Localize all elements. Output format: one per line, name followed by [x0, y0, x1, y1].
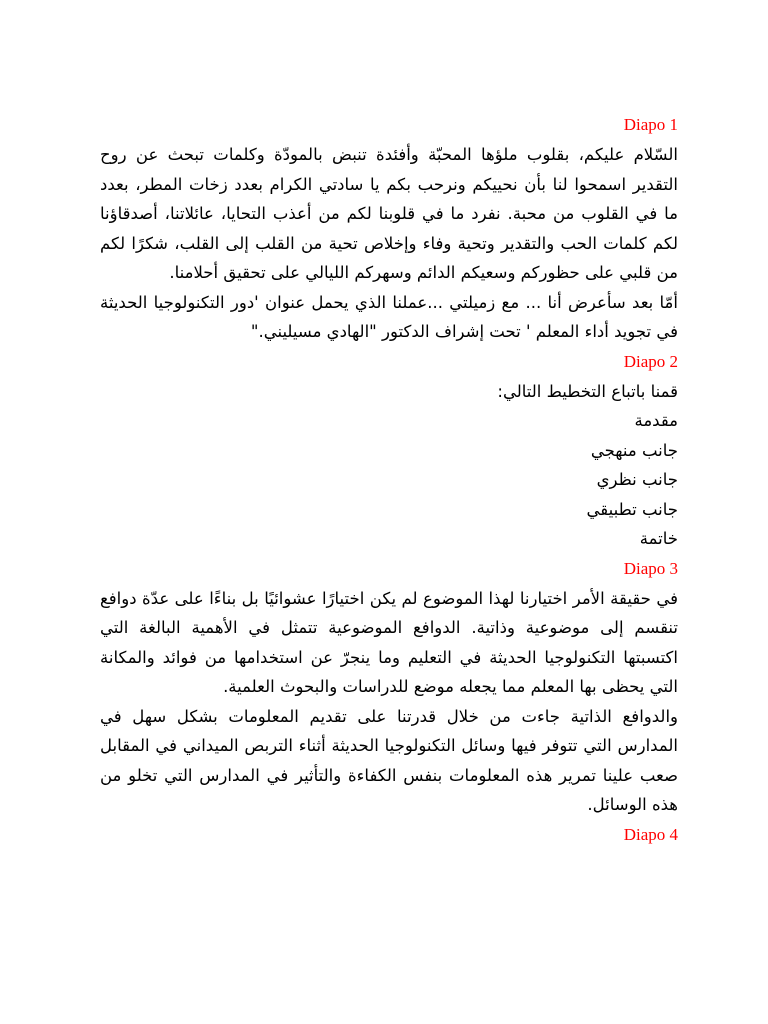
- plan-item-introduction: مقدمة: [634, 411, 678, 430]
- slide-heading-1: Diapo 1: [623, 115, 678, 134]
- plan-item-theory: جانب نظري: [596, 470, 678, 489]
- objective-motives-paragraph: في حقيقة الأمر اختيارنا لهذا الموضوع لم يكن اختيارًا عشوائيًا بل بناءًا على عدّة دوافع تنقسم إلى موضوعية وذاتية. الدوافع الموضوعية تتمثل في الأهمية البالغة التي اكتسبتها التكنولوجيا الحديثة في التعليم وما ينجرّ عن استخدامها من فوائد والمكانة التي يحظى بها المعلم مما يجعله موضع للدراسات والبحوث العلمية.: [100, 588, 678, 696]
- plan-item-practice: جانب تطبيقي: [586, 499, 678, 519]
- plan-intro: قمنا باتباع التخطيط التالي:: [497, 381, 678, 401]
- slide-heading-2: Diapo 2: [623, 351, 678, 371]
- slide-heading-4: Diapo 4: [623, 824, 678, 844]
- greeting-paragraph: السّلام عليكم، بقلوب ملؤها المحبّة وأفئدة تنبض بالمودّة وكلمات تبحث عن روح التقدير اسمحوا لنا بأن نحييكم ونرحب بكم يا سادتي الكرام بعدد زخات المطر، بعدد ما في القلوب من محبة. نفرد ما في قلوبنا لكم من أعذب التحايا، عائلاتنا، أصدقاؤنا لكم كلمات الحب والتقدير وتحية وفاء وإخلاص تحية من القلب إلى القلب، شكرًا لكم من قلبي على حظوركم وسعيكم الدائم وسهركم الليالي على تحقيق أحلامنا.: [100, 145, 678, 282]
- document-page: [100, 110, 678, 850]
- presentation-title-paragraph: أمّا بعد سأعرض أنا ... مع زميلتي ...عملنا الذي يحمل عنوان 'دور التكنولوجيا الحديثة في تجويد أداء المعلم ' تحت إشراف الدكتور "الهادي مسيليني.": [100, 292, 678, 341]
- slide-heading-3: Diapo 3: [623, 558, 678, 578]
- subjective-motives-paragraph: والدوافع الذاتية جاءت من خلال قدرتنا على تقديم المعلومات بشكل سهل في المدارس التي تتوفر فيها وسائل التكنولوجيا الحديثة أثناء التربص الميداني في المقابل صعب علينا تمرير هذه المعلومات بنفس الكفاءة والتأثير في المدارس التي تخلو من هذه الوسائل.: [100, 706, 678, 814]
- plan-item-methodology: جانب منهجي: [590, 440, 678, 460]
- plan-item-conclusion: خاتمة: [639, 529, 678, 548]
